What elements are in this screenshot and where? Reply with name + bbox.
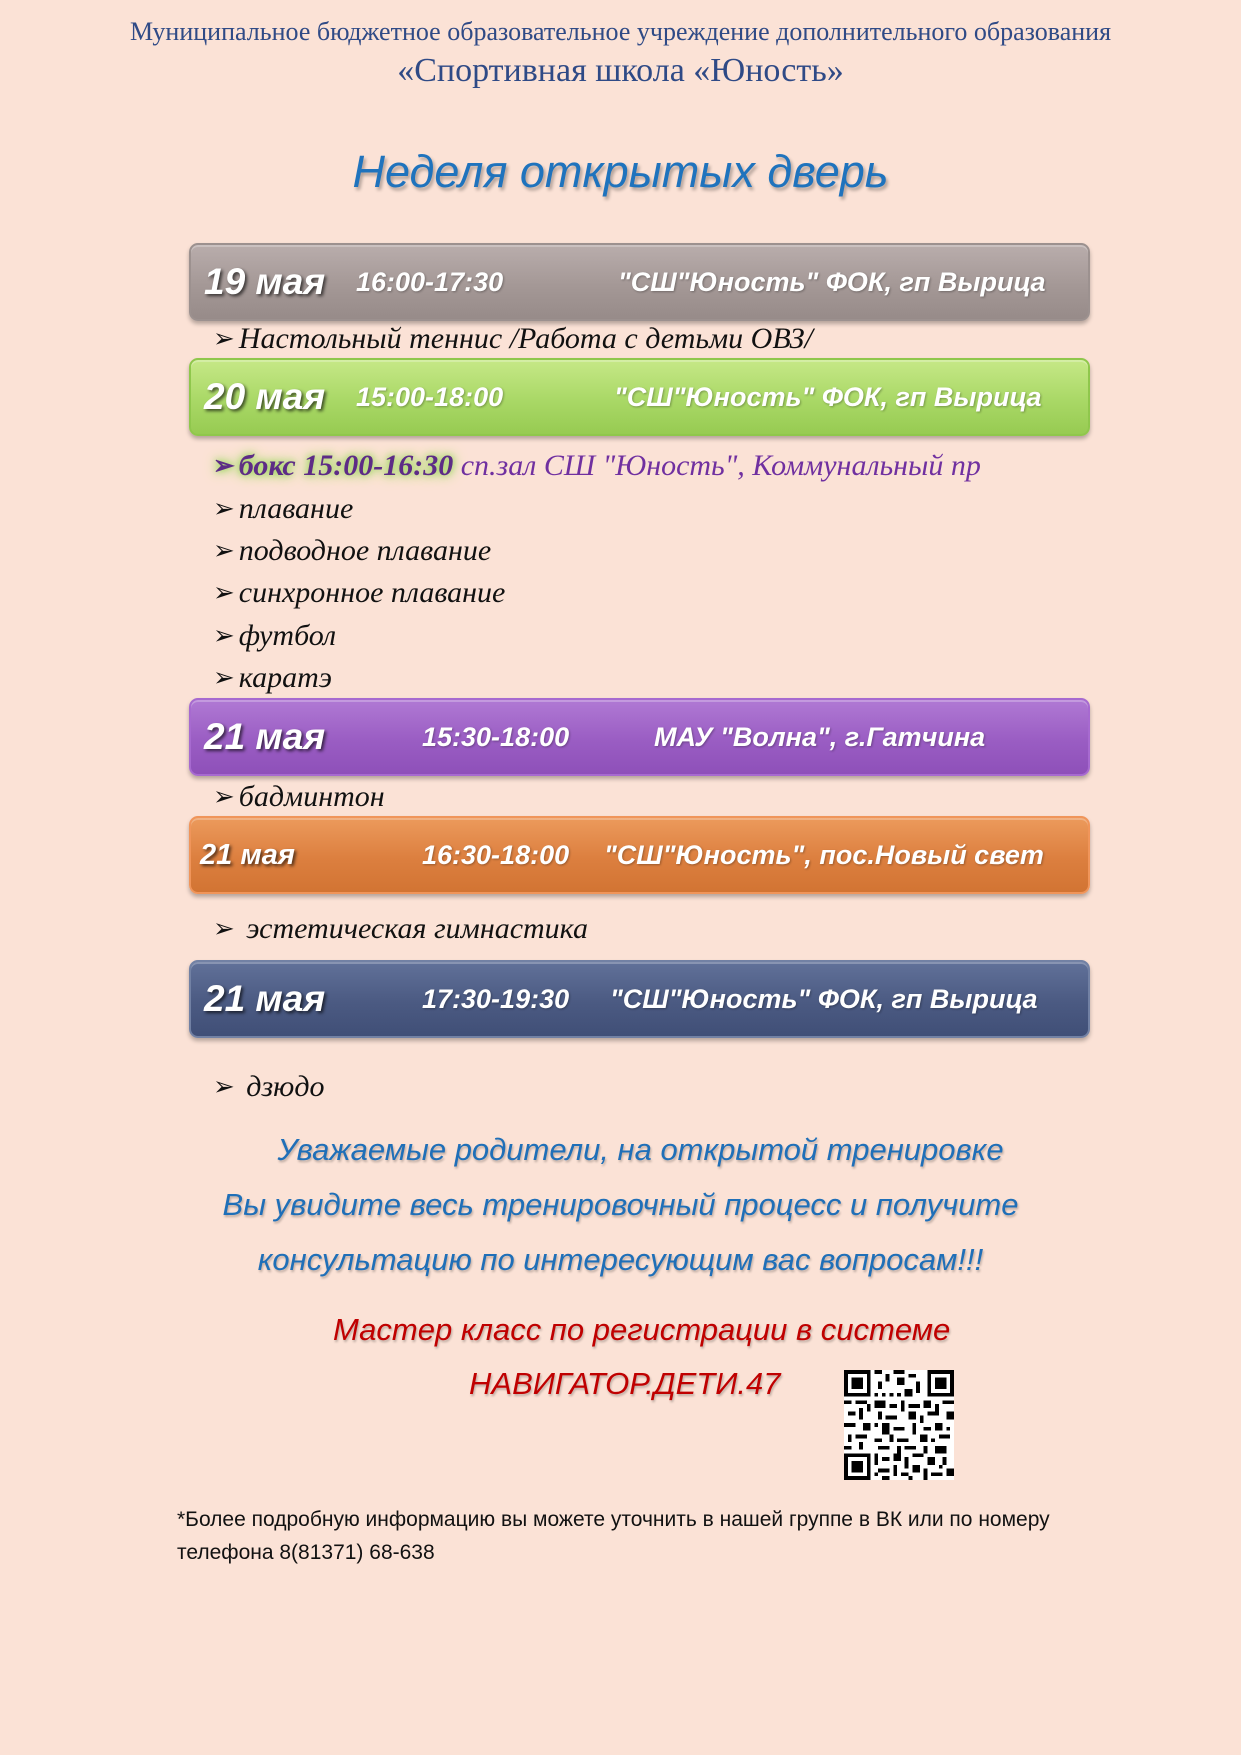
activity-item	[213, 914, 588, 944]
schedule-time: 15:30-18:00	[422, 722, 570, 752]
schedule-place: "СШ"Юность" ФОК, гп Вырица	[614, 382, 1042, 412]
schedule-time: 15:00-18:00	[356, 382, 504, 412]
arrowhead-icon: ➢	[213, 621, 235, 650]
activity-item	[213, 621, 336, 651]
activity-label: каратэ	[238, 661, 332, 694]
schedule-place: МАУ "Волна", г.Гатчина	[654, 722, 986, 752]
activity-label: подводное плавание	[238, 534, 492, 567]
activity-item	[213, 663, 332, 693]
arrowhead-icon: ➢	[213, 451, 235, 480]
arrowhead-icon: ➢	[213, 324, 235, 353]
schedule-time: 16:00-17:30	[356, 267, 504, 297]
arrowhead-icon: ➢	[213, 536, 235, 565]
arrowhead-icon: ➢	[213, 578, 235, 607]
masterclass-navigator-link: НАВИГАТОР.ДЕТИ.47	[469, 1366, 781, 1401]
parents-message-line1: Уважаемые родители, на открытой тренировке	[277, 1132, 1004, 1167]
organization-name-line2: «Спортивная школа «Юность»	[397, 52, 844, 89]
parents-message-line2: Вы увидите весь тренировочный процесс и получите	[222, 1187, 1019, 1222]
arrowhead-icon: ➢	[213, 782, 235, 811]
schedule-place: "СШ"Юность", пос.Новый свет	[604, 840, 1044, 870]
organization-name-line1: Муниципальное бюджетное образовательное учреждение дополнительного образования	[129, 17, 1112, 46]
schedule-bar-21-may-novy-svet	[189, 816, 1090, 894]
activity-label: футбол	[238, 619, 337, 652]
activity-item	[213, 536, 491, 566]
parents-message-line3: консультацию по интересующим вас вопросам!!!	[257, 1242, 984, 1277]
activity-item	[213, 782, 385, 812]
activity-label: эстетическая гимнастика	[246, 912, 588, 945]
activity-item	[213, 494, 353, 524]
qr-code	[844, 1370, 954, 1480]
schedule-date: 21 мая	[204, 716, 326, 757]
activity-item	[213, 1072, 325, 1102]
schedule-bar-21-may-judo	[189, 960, 1090, 1038]
schedule-time: 17:30-19:30	[422, 984, 570, 1014]
schedule-bar-19-may	[189, 243, 1090, 321]
schedule-date: 19 мая	[204, 261, 326, 302]
activity-label: плавание	[238, 492, 354, 525]
activity-label: Настольный теннис /Работа с детьми ОВЗ/	[238, 322, 813, 355]
activity-label: дзюдо	[246, 1070, 325, 1103]
activity-item	[213, 324, 813, 354]
arrowhead-icon: ➢	[213, 914, 235, 943]
contact-footnote: *Более подробную информацию вы можете уточнить в нашей группе в ВК или по номеру телефона 8(81371) 68-638	[177, 1508, 1050, 1564]
boxing-name-time: бокс 15:00-16:30	[238, 449, 454, 482]
arrowhead-icon: ➢	[213, 1072, 235, 1101]
boxing-location: сп.зал СШ "Юность", Коммунальный пр	[460, 449, 981, 482]
schedule-date: 21 мая	[204, 978, 326, 1019]
schedule-place: "СШ"Юность" ФОК, гп Вырица	[610, 984, 1038, 1014]
schedule-date: 21 мая	[200, 839, 295, 871]
activity-label: бадминтон	[238, 780, 385, 813]
schedule-bar-20-may	[189, 358, 1090, 436]
schedule-time: 16:30-18:00	[422, 840, 570, 870]
activity-item-boxing	[213, 451, 981, 481]
activity-item	[213, 578, 505, 608]
masterclass-line1: Мастер класс по регистрации в системе	[333, 1312, 951, 1347]
schedule-place: "СШ"Юность" ФОК, гп Вырица	[618, 267, 1046, 297]
arrowhead-icon: ➢	[213, 494, 235, 523]
page-title: Неделя открытых дверь	[352, 146, 889, 197]
activity-label: синхронное плавание	[238, 576, 506, 609]
arrowhead-icon: ➢	[213, 663, 235, 692]
schedule-date: 20 мая	[204, 376, 326, 417]
schedule-bar-21-may-volna	[189, 698, 1090, 776]
